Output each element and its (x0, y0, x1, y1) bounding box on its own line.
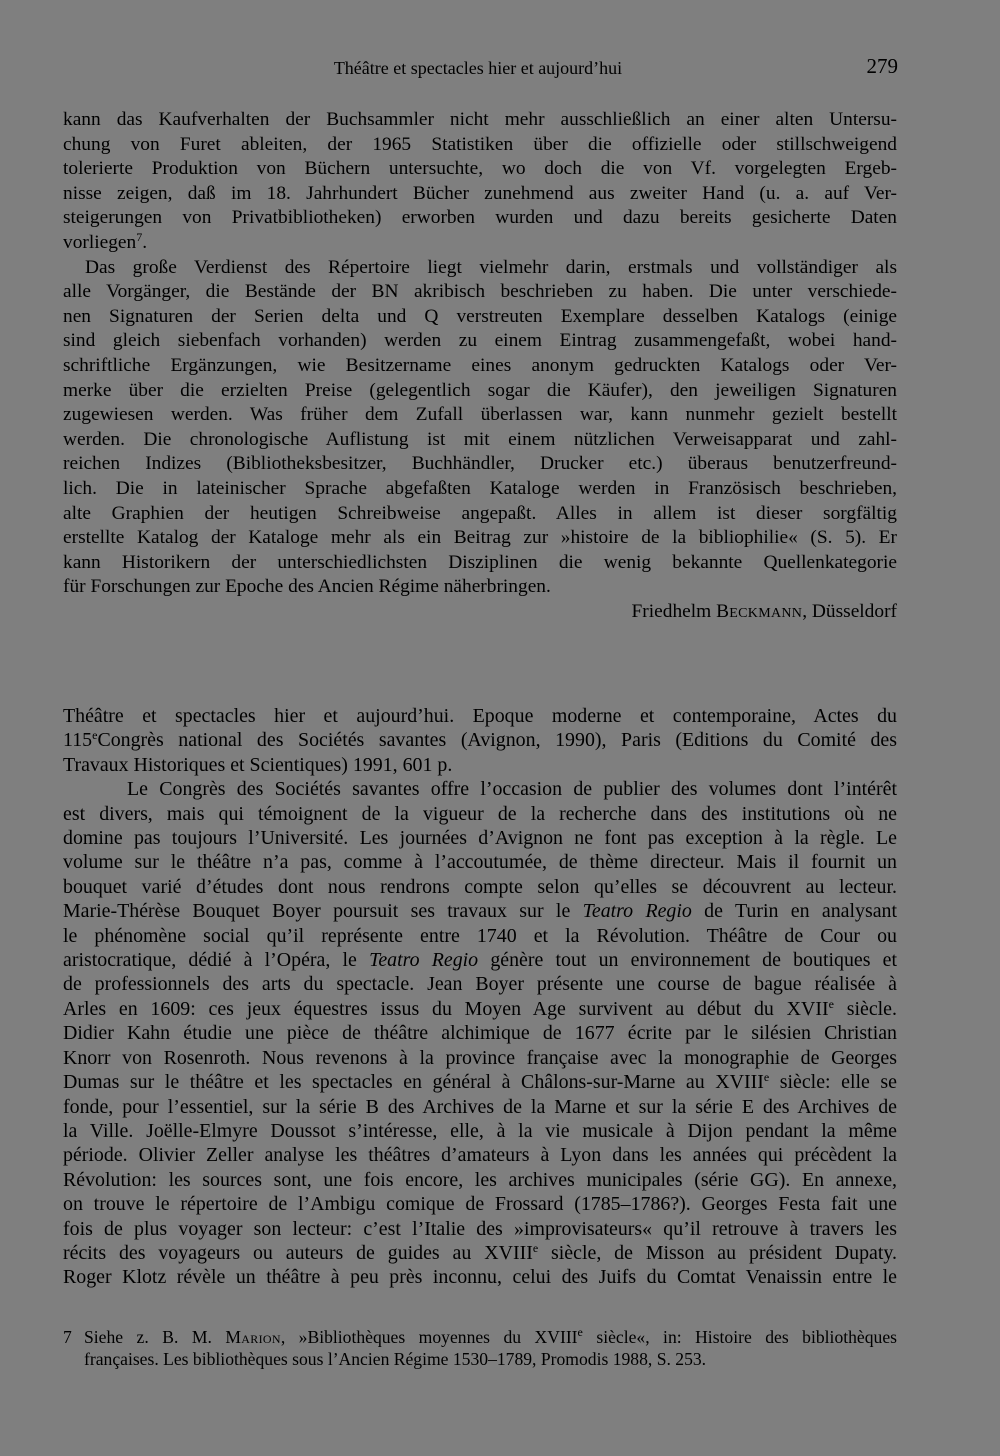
text-line: la Ville. Joëlle-Elmyre Doussot s’intéresse, elle, à la vie musicale à Dijon pendant la même (63, 1119, 897, 1142)
text-run: . (142, 231, 148, 253)
superscript: e (577, 1325, 583, 1339)
review-b-body (63, 777, 897, 1290)
text-run: génère tout un environnement de boutiques et (478, 949, 897, 972)
text-run: siècle«, in: Histoire des bibliothèques (582, 1327, 897, 1347)
superscript: e (828, 996, 834, 1011)
footnote (63, 1326, 897, 1370)
text-line: werden. Die chronologische Auflistung ist mit einem nützlichen Verweisapparat und zahl- (63, 428, 897, 450)
page-number: 279 (866, 54, 898, 78)
text-line: de professionnels des arts du spectacle. Jean Boyer présente une course de bague réalisée à (63, 973, 897, 996)
text-run: siècle: elle se (769, 1071, 897, 1094)
review-a (63, 108, 897, 624)
italic-title: Teatro Regio (582, 900, 692, 923)
superscript: e (92, 728, 98, 743)
text-line: kann Historikern der unterschiedlichsten Disziplinen die wenig bekannte Quellenkategorie (63, 551, 897, 573)
footnote-number: 7 (63, 1327, 72, 1347)
reviewer-surname: Beckmann (716, 600, 803, 622)
review-a-paragraph-2 (63, 256, 897, 600)
text-run: 115 (63, 729, 93, 752)
text-line (63, 997, 897, 1021)
text-run: Marie-Thérèse Bouquet Boyer poursuit ses travaux sur le (63, 900, 583, 923)
text-line: tolerierte Produktion von Büchern untersuchte, wo doch die von Vf. vorgelegten Ergeb- (63, 158, 897, 180)
text-run: Congrès national des Sociétés savantes (Avignon, 1990), Paris (Editions du Comité des (97, 729, 897, 752)
text-line: volume sur le théâtre n’a pas, comme à l’accoutumée, de thème directeur. Mais il fournit un (63, 851, 897, 874)
running-header (0, 54, 1000, 84)
review-b (63, 704, 897, 1290)
text-line: le phénomène social qu’il représente entre 1740 et la Révolution. Théâtre de Cour ou (63, 924, 897, 947)
text-line: françaises. Les bibliothèques sous l’Ancien Régime 1530–1789, Promodis 1988, S. 253. (84, 1349, 707, 1369)
superscript: e (532, 1240, 539, 1255)
text-run: récits des voyageurs ou auteurs de guides au XVIII (63, 1241, 533, 1264)
text-line: chung von Furet ableiten, der 1965 Statistiken über die offizielle oder stillschweigend (63, 133, 897, 155)
text-line: merke über die erzielten Preise (gelegentlich sogar die Käufer), den jeweiligen Signaturen (63, 379, 897, 401)
text-line (63, 1241, 897, 1265)
text-line: Knorr von Rosenroth. Nous revenons à la province française avec la monographie de Georges (63, 1046, 897, 1069)
reviewer-first-name: Friedhelm (631, 600, 712, 622)
text-line (63, 1070, 897, 1094)
italic-title: Teatro Regio (369, 949, 479, 972)
text-line: alte Graphien der heutigen Schreibweise angepaßt. Alles in allem ist dieser sorgfältig (63, 502, 897, 524)
text-run: Dumas sur le théâtre et les spectacles en général à Châlons-sur-Marne au XVIII (63, 1071, 764, 1094)
text-line: steigerungen von Privatbibliotheken) erworben wurden und dazu bereits gesicherte Daten (63, 207, 897, 229)
text-line: fonde, pour l’essentiel, sur la série B des Archives de la Marne et sur la série E des Archives de (63, 1095, 897, 1118)
review-a-paragraph-1 (63, 108, 897, 256)
text-run: siècle, de Misson au président Dupaty. (538, 1241, 897, 1264)
review-b-citation (63, 704, 897, 777)
text-line: on trouve le répertoire de l’Ambigu comique de Frossard (1785–1786?). Georges Festa fait une (63, 1193, 897, 1216)
footnote-marker[interactable]: 7 (136, 229, 143, 244)
text-line: domine pas toujours l’Université. Les journées d’Avignon ne font pas exception à la règle. Le (63, 827, 897, 850)
text-line (84, 1326, 897, 1348)
text-run: de Turin en analysant (691, 900, 897, 923)
text-line: sind gleich siebenfach vorhanden) werden zu einem Eintrag zusammengefaßt, wobei hand- (63, 330, 897, 352)
text-line: est divers, mais qui témoignent de la vigueur de la recherche dans des institutions où ne (63, 802, 897, 825)
text-line: erstellte Katalog der Kataloge mehr als ein Beitrag zur »histoire de la bibliophilie« (S. 5). Er (63, 527, 897, 549)
text-line: bouquet varié d’études dont nous rendrons compte selon qu’elles se découvrent au lecteur. (63, 875, 897, 898)
text-line: Roger Klotz révèle un théâtre à peu près inconnu, celui des Juifs du Comtat Venaissin entre le (63, 1266, 897, 1289)
footnote-body (63, 1326, 897, 1370)
text-run: siècle. (833, 997, 897, 1020)
text-line: période. Olivier Zeller analyse les théâtres d’amateurs à Lyon dans les années qui précèdent la (63, 1144, 897, 1167)
text-line: nen Signaturen der Serien delta und Q verstreuten Exemplare desselben Katalogs (einige (63, 305, 897, 327)
text-run: Arles en 1609: ces jeux équestres issus du Moyen Age survivent au début du XVII (63, 997, 829, 1020)
text-run: vorliegen (63, 231, 137, 253)
text-line (63, 948, 897, 972)
text-line: nisse zeigen, daß im 18. Jahrhundert Bücher zunehmend aus zweiter Hand (u. a. auf Ver- (63, 182, 897, 204)
text-line: zugewiesen werden. Was früher dem Zufall überlassen war, kann nunmehr gezielt bestellt (63, 404, 897, 426)
running-title: Théâtre et spectacles hier et aujourd’hui (333, 58, 623, 78)
text-run: aristocratique, dédié à l’Opéra, le (63, 949, 370, 972)
text-line: Le Congrès des Sociétés savantes offre l’occasion de publier des volumes dont l’intérêt (127, 778, 897, 801)
review-signature (63, 600, 897, 625)
text-line: Travaux Historiques et Scientiques) 1991, 601 p. (63, 753, 453, 776)
text-line: alle Vorgänger, die Bestände der BN akribisch beschrieben zu haben. Die unter verschiede- (63, 281, 897, 303)
text-run: , »Bibliothèques moyennes du XVIII (280, 1327, 578, 1347)
text-line: für Forschungen zur Epoche des Ancien Régime näherbringen. (63, 576, 551, 598)
text-line: lich. Die in lateinischer Sprache abgefaßten Kataloge werden in Französisch beschrieben, (63, 477, 897, 499)
reviewer-place: , Düsseldorf (802, 600, 897, 622)
text-line: Révolution: les sources sont, une fois encore, les archives municipales (série GG). En annexe, (63, 1168, 897, 1191)
cited-author: Marion (225, 1327, 281, 1347)
text-line: reichen Indizes (Bibliotheksbesitzer, Buchhändler, Drucker etc.) überaus benutzerfreund- (63, 453, 897, 475)
text-line: Das große Verdienst des Répertoire liegt vielmehr darin, erstmals und vollständiger als (85, 256, 897, 278)
text-line (63, 728, 897, 752)
text-line: fois de plus voyager son lecteur: c’est l’Italie des »improvisateurs« qu’il retrouve à travers les (63, 1217, 897, 1240)
superscript: e (763, 1070, 770, 1085)
text-line: Didier Kahn étudie une pièce de théâtre alchimique de 1677 écrite par le silésien Christian (63, 1022, 897, 1045)
text-line (63, 899, 897, 923)
text-line (63, 231, 897, 256)
text-run: Siehe z. B. M. (84, 1327, 226, 1347)
text-line: kann das Kaufverhalten der Buchsammler nicht mehr ausschließlich an einer alten Untersu- (63, 109, 897, 130)
text-line: schriftliche Ergänzungen, wie Besitzername eines anonym gedruckten Katalogs oder Ver- (63, 354, 897, 376)
text-line: Théâtre et spectacles hier et aujourd’hui. Epoque moderne et contemporaine, Actes du (63, 705, 897, 727)
